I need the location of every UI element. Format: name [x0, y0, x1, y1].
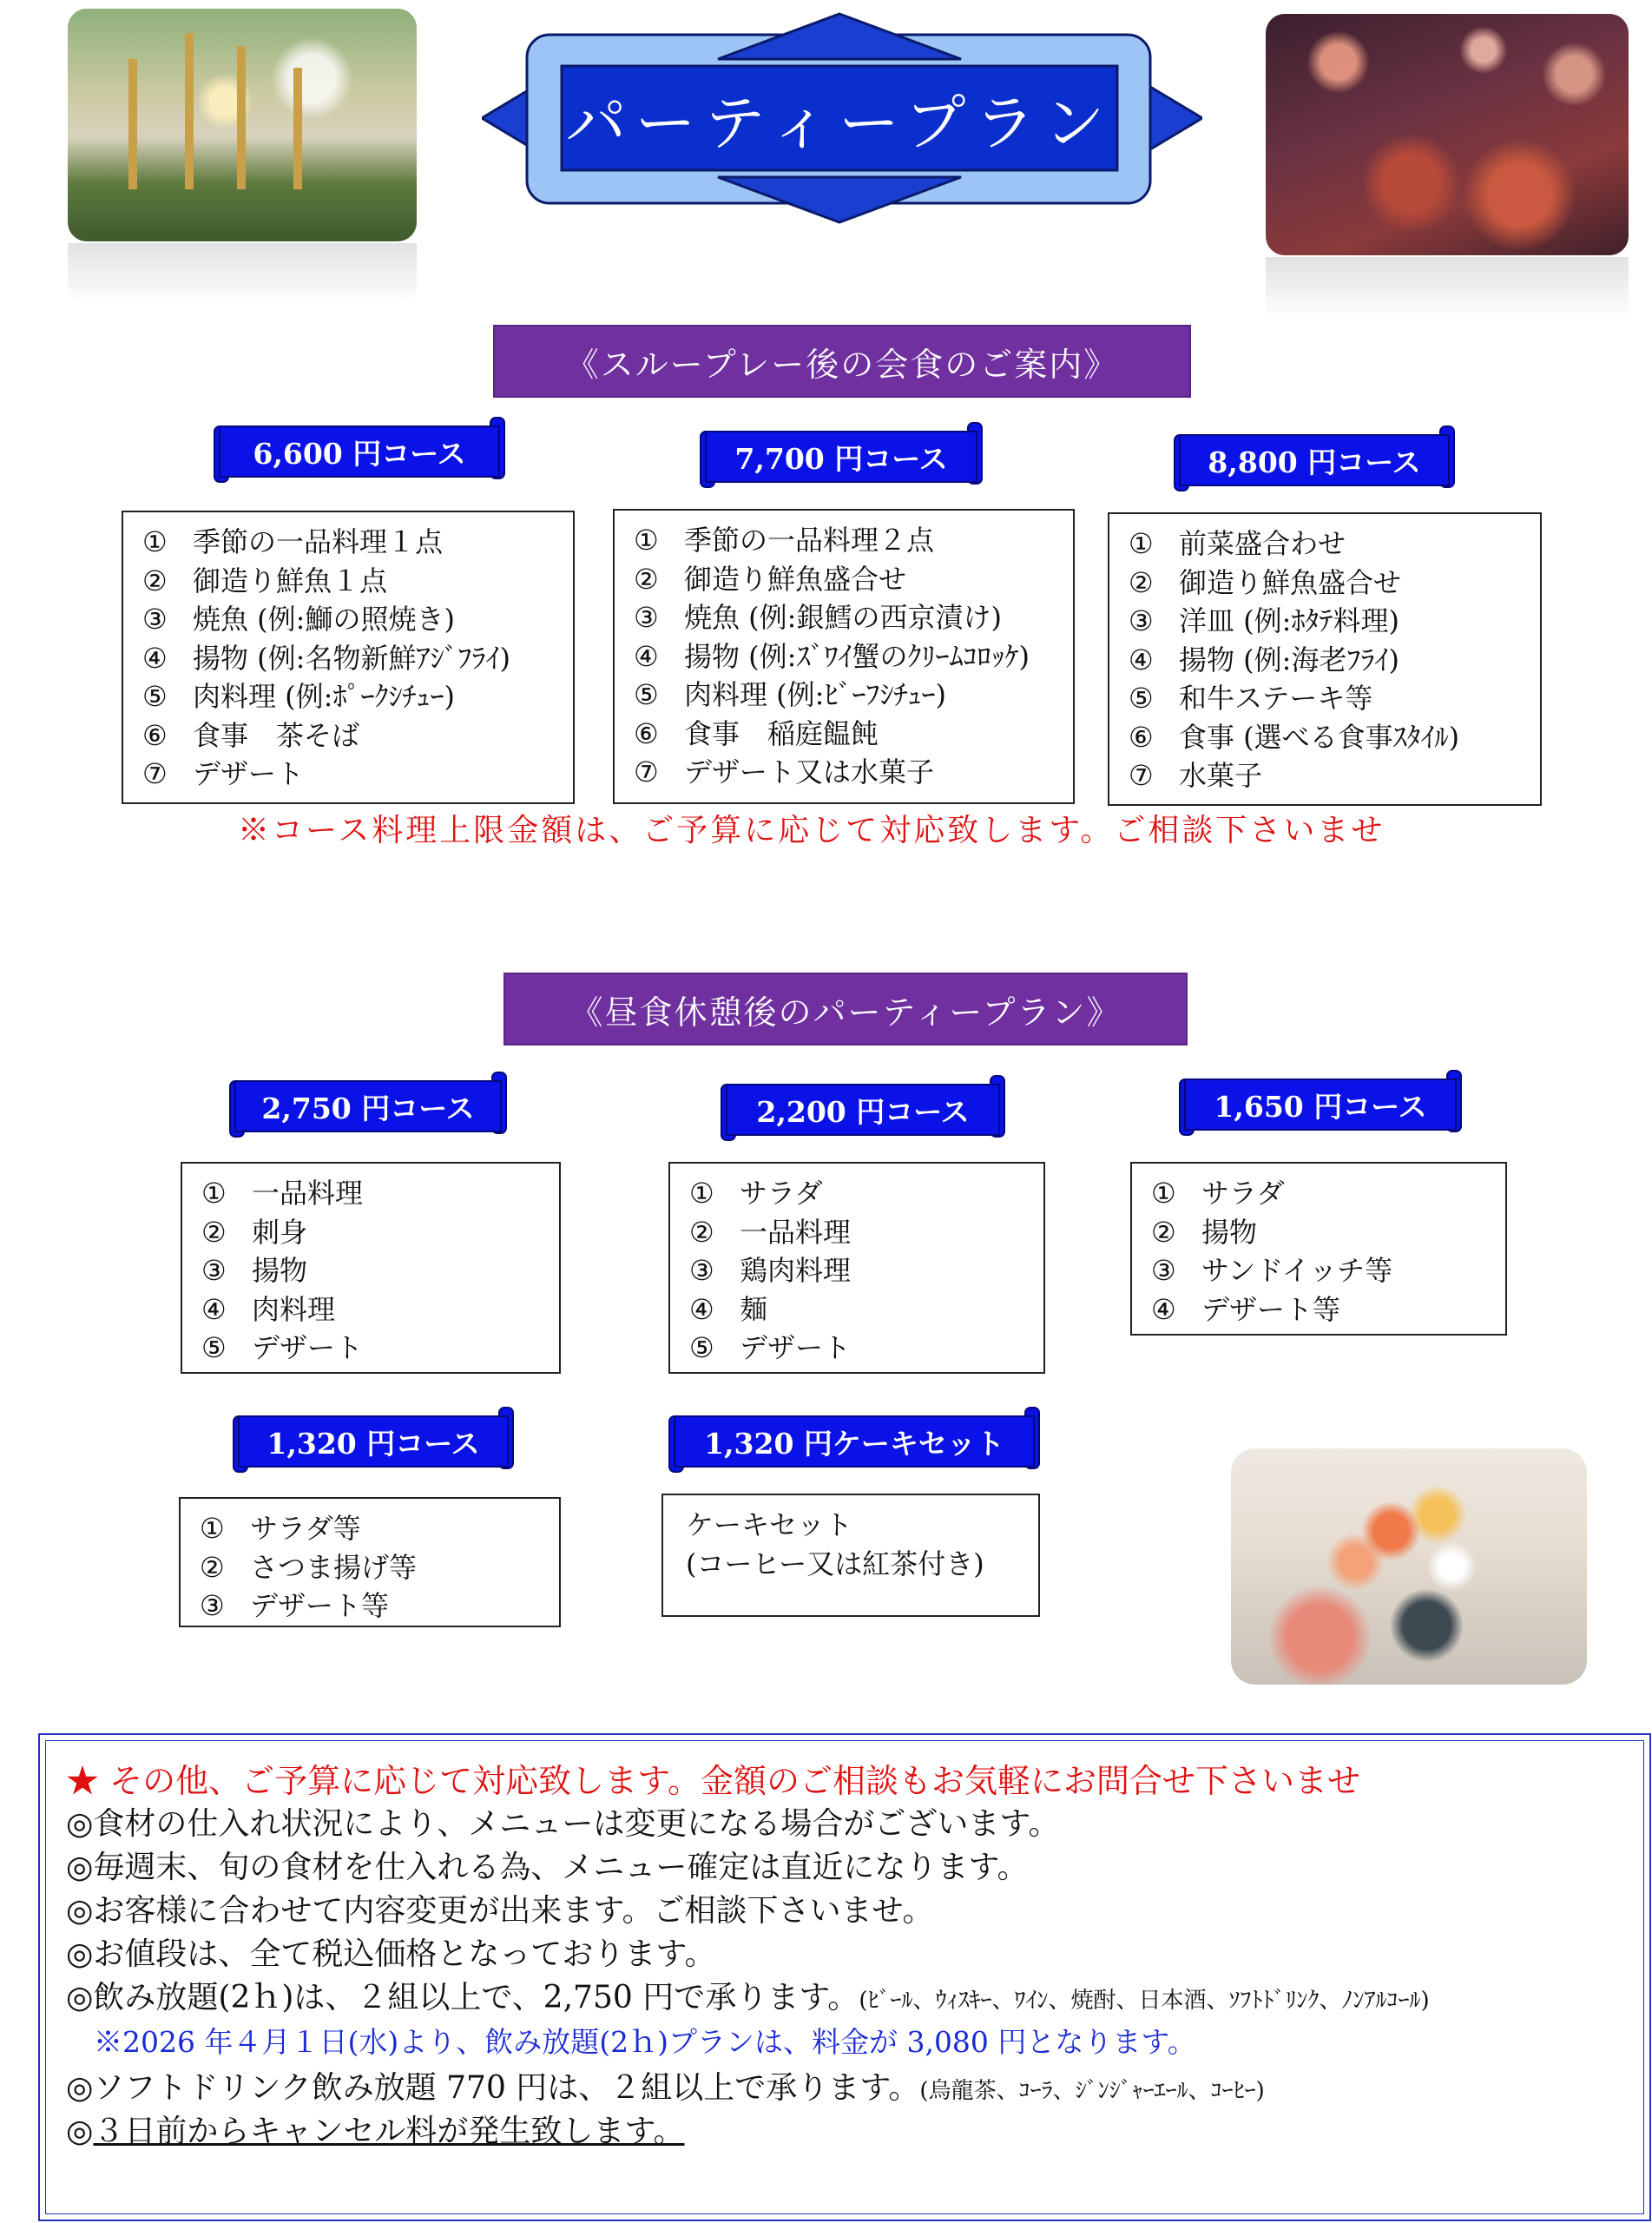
- list-item: [1129, 641, 1540, 680]
- course-tab-6600: [214, 417, 505, 483]
- item-number: ④: [634, 639, 659, 673]
- list-item: [1151, 1174, 1505, 1213]
- list-item: [689, 1290, 1043, 1329]
- item-text: サンドイッチ等: [1201, 1254, 1393, 1287]
- soft-drinks-list: (烏龍茶、ｺｰﾗ、ｼﾞﾝｼﾞｬｰｴｰﾙ、ｺｰﾋｰ): [919, 2078, 1265, 2104]
- item-text: 季節の一品料理１点: [193, 525, 444, 558]
- item-number: ⑤: [634, 678, 659, 711]
- course-price: 7,700 円コース: [705, 431, 977, 483]
- bullet: ◎: [66, 2114, 94, 2149]
- note-line-drinks: [66, 1973, 1430, 2017]
- item-number: ②: [201, 1215, 227, 1249]
- course-menu-2200: [668, 1162, 1045, 1374]
- note-line: ◎お客様に合わせて内容変更が出来ます。ご相談下さいませ。: [66, 1893, 934, 1929]
- item-number: ②: [200, 1550, 225, 1584]
- list-item: [1129, 718, 1540, 757]
- item-text: サラダ: [1201, 1177, 1285, 1210]
- course-menu-1320: [179, 1497, 561, 1627]
- note-line: ◎食材の仕入れ状況により、メニューは変更になる場合がございます。: [66, 1806, 1060, 1842]
- item-text: 御造り鮮魚盛合せ: [1179, 565, 1402, 599]
- item-number: ①: [634, 524, 659, 557]
- list-item: [201, 1290, 559, 1329]
- list-item: [142, 523, 573, 562]
- list-item: [634, 560, 1073, 599]
- photo-reflection: [68, 243, 417, 304]
- item-number: ④: [1151, 1292, 1176, 1326]
- item-text: 肉料理 (例:ﾎﾟｰｸｼﾁｭｰ): [193, 680, 455, 713]
- list-item: [201, 1174, 559, 1213]
- item-text: サラダ: [740, 1177, 823, 1210]
- item-text: さつま揚げ等: [250, 1550, 418, 1584]
- list-item: [689, 1174, 1043, 1213]
- candles-table-photo: [68, 9, 417, 241]
- course-menu-7700: [613, 509, 1075, 804]
- item-text: 一品料理: [252, 1177, 364, 1210]
- flower-arrangement-photo: [1231, 1448, 1587, 1685]
- item-number: ②: [1151, 1215, 1176, 1249]
- list-item: [689, 1213, 1043, 1252]
- item-number: ①: [689, 1177, 714, 1210]
- soft-drinks-text: ◎ソフトドリンク飲み放題 770 円は、２組以上で承ります。: [66, 2070, 920, 2106]
- course-tab-8800: [1174, 425, 1455, 491]
- drinks-text: ◎飲み放題(2ｈ)は、２組以上で、2,750 円で承ります。: [66, 1980, 859, 2015]
- course-menu-1650: [1130, 1162, 1507, 1336]
- item-number: ②: [634, 562, 659, 596]
- price-change-note: ※2026 年４月１日(水)より、飲み放題(2ｈ)プランは、料金が 3,080 円となります。: [94, 2025, 1196, 2059]
- item-number: ⑤: [142, 680, 168, 713]
- list-item: [689, 1329, 1043, 1368]
- course-price: 2,750 円コース: [234, 1080, 502, 1132]
- list-item: [142, 600, 573, 639]
- list-item: [142, 639, 573, 678]
- party-dinner-photo: [1266, 14, 1629, 255]
- item-number: ⑥: [142, 718, 168, 752]
- note-line-soft-drinks: [66, 2063, 1265, 2108]
- course-price: 1,320 円コース: [238, 1415, 509, 1468]
- title-banner: [482, 12, 1202, 224]
- item-number: ④: [1129, 643, 1154, 676]
- list-item: [142, 562, 573, 601]
- course-price: 1,650 円コース: [1184, 1079, 1457, 1131]
- item-text: 刺身: [252, 1215, 308, 1249]
- item-text: 揚物 (例:名物新鮮ｱｼﾞﾌﾗｲ): [193, 641, 510, 675]
- item-text: デザート等: [250, 1589, 390, 1622]
- course-menu-cake-set: [661, 1494, 1040, 1617]
- list-item: [634, 715, 1073, 754]
- item-text: 洋皿 (例:ﾎﾀﾃ料理): [1179, 604, 1399, 637]
- course-tab-2750: [229, 1072, 507, 1138]
- item-text: デザート: [252, 1331, 364, 1364]
- candlestick-shape: [293, 68, 302, 189]
- notes-box: [38, 1733, 1651, 2221]
- course-tab-2200: [721, 1075, 1005, 1141]
- page-title: パーティープラン: [565, 87, 1114, 159]
- budget-note: ※コース料理上限金額は、ご予算に応じて対応致します。ご相談下さいませ: [238, 813, 1385, 848]
- item-text: 水菓子: [1179, 759, 1263, 792]
- item-text: デザート等: [1201, 1292, 1341, 1326]
- item-number: ④: [689, 1292, 714, 1326]
- item-text: 食事 (選べる食事ｽﾀｲﾙ): [1179, 720, 1460, 754]
- list-item: [1129, 524, 1540, 564]
- item-text: 揚物: [252, 1254, 308, 1287]
- course-menu-8800: [1108, 512, 1542, 806]
- item-text: 肉料理 (例:ﾋﾞｰﾌｼﾁｭｰ): [684, 678, 946, 711]
- note-line: ◎毎週末、旬の食材を仕入れる為、メニュー確定は直近になります。: [66, 1850, 1029, 1885]
- item-number: ⑦: [634, 755, 659, 788]
- item-number: ④: [142, 641, 168, 675]
- item-text: 揚物: [1201, 1215, 1258, 1249]
- list-item: [201, 1213, 559, 1252]
- list-item: [634, 598, 1073, 637]
- list-item: [1129, 602, 1540, 641]
- item-number: ①: [1129, 527, 1154, 560]
- item-number: ③: [634, 601, 659, 634]
- item-number: ⑦: [1129, 759, 1154, 792]
- candlestick-shape: [185, 33, 194, 189]
- item-text: 御造り鮮魚１点: [193, 564, 388, 597]
- item-number: ⑤: [1129, 682, 1154, 715]
- section-header-lunch-party: 《昼食休憩後のパーティープラン》: [503, 973, 1188, 1046]
- photo-reflection: [1266, 257, 1629, 320]
- item-text: 前菜盛合わせ: [1179, 527, 1346, 560]
- item-number: ⑥: [634, 716, 659, 750]
- item-text: 和牛ステーキ等: [1179, 682, 1373, 715]
- item-text: 食事 茶そば: [193, 718, 360, 752]
- course-price: 6,600 円コース: [219, 425, 500, 478]
- list-item: (コーヒー又は紅茶付き): [686, 1547, 984, 1580]
- item-number: ③: [1129, 604, 1154, 637]
- list-item: [201, 1251, 559, 1290]
- course-price: 2,200 円コース: [726, 1084, 1000, 1136]
- list-item: [689, 1251, 1043, 1290]
- item-text: デザート: [740, 1331, 852, 1364]
- list-item: [1151, 1251, 1505, 1290]
- item-number: ⑤: [689, 1331, 714, 1364]
- list-item: [200, 1586, 559, 1626]
- item-text: 揚物 (例:海老ﾌﾗｲ): [1179, 643, 1399, 676]
- item-text: 焼魚 (例:銀鱈の西京漬け): [684, 601, 1002, 634]
- list-item: [634, 753, 1073, 792]
- section-header-after-round: 《スループレー後の会食のご案内》: [493, 325, 1191, 398]
- item-text: 揚物 (例:ｽﾞﾜｲ蟹のｸﾘｰﾑｺﾛｯｹ): [684, 639, 1030, 673]
- list-item: [1129, 564, 1540, 603]
- candlestick-shape: [128, 59, 137, 189]
- item-text: サラダ等: [250, 1512, 361, 1545]
- item-number: ②: [689, 1215, 714, 1249]
- item-text: 焼魚 (例:鰤の照焼き): [193, 603, 455, 636]
- item-number: ④: [201, 1292, 227, 1326]
- list-item: [200, 1509, 559, 1548]
- list-item: [634, 637, 1073, 676]
- candlestick-shape: [237, 46, 246, 189]
- list-item: ケーキセット: [686, 1508, 853, 1541]
- list-item: [1151, 1290, 1505, 1329]
- item-number: ②: [1129, 565, 1154, 599]
- notes-headline: ★ その他、ご予算に応じて対応致します。金額のご相談もお気軽にお問合せ下さいませ: [66, 1762, 1361, 1800]
- list-item: [142, 716, 573, 755]
- list-item: [1151, 1213, 1505, 1252]
- item-text: 一品料理: [740, 1215, 852, 1249]
- item-number: ①: [1151, 1177, 1176, 1210]
- course-tab-7700: [700, 422, 983, 488]
- note-line-cancellation: [66, 2107, 685, 2151]
- item-number: ③: [201, 1254, 227, 1287]
- item-number: ⑦: [142, 757, 168, 790]
- item-text: 季節の一品料理２点: [684, 524, 935, 557]
- item-text: 食事 稲庭饂飩: [684, 716, 879, 750]
- course-tab-1650: [1179, 1070, 1462, 1136]
- item-number: ①: [142, 525, 168, 558]
- course-tab-1320-cake: [668, 1407, 1040, 1473]
- cancellation-text: ３日前からキャンセル料が発生致します。: [93, 2114, 685, 2149]
- course-menu-2750: [181, 1162, 561, 1374]
- item-number: ③: [142, 603, 168, 636]
- item-text: 鶏肉料理: [740, 1254, 852, 1287]
- course-tab-1320: [233, 1407, 514, 1473]
- list-item: [142, 755, 573, 794]
- course-price: 8,800 円コース: [1179, 434, 1450, 486]
- drinks-list: (ﾋﾞｰﾙ、ｳｨｽｷｰ、ﾜｲﾝ、焼酎、日本酒、ｿﾌﾄﾄﾞﾘﾝｸ、ﾉﾝｱﾙｺｰﾙ): [859, 1988, 1430, 2014]
- list-item: [634, 676, 1073, 715]
- course-price: 1,320 円ケーキセット: [674, 1415, 1035, 1468]
- item-number: ③: [200, 1589, 225, 1622]
- item-number: ③: [1151, 1254, 1176, 1287]
- item-text: 御造り鮮魚盛合せ: [684, 562, 907, 596]
- item-text: デザート又は水菓子: [684, 755, 935, 788]
- item-number: ③: [689, 1254, 714, 1287]
- list-item: [634, 521, 1073, 560]
- course-menu-6600: [122, 511, 575, 804]
- item-number: ①: [200, 1512, 225, 1545]
- item-number: ⑥: [1129, 720, 1154, 754]
- item-number: ⑤: [201, 1331, 227, 1364]
- note-line: ◎お値段は、全て税込価格となっております。: [66, 1936, 716, 1972]
- list-item: [1129, 756, 1540, 795]
- list-item: [142, 677, 573, 716]
- item-number: ②: [142, 564, 168, 597]
- item-text: 麺: [740, 1292, 768, 1326]
- list-item: [1129, 679, 1540, 718]
- list-item: [200, 1548, 559, 1587]
- item-text: 肉料理: [252, 1292, 336, 1326]
- item-number: ①: [201, 1177, 227, 1210]
- list-item: [201, 1329, 559, 1368]
- item-text: デザート: [193, 757, 305, 790]
